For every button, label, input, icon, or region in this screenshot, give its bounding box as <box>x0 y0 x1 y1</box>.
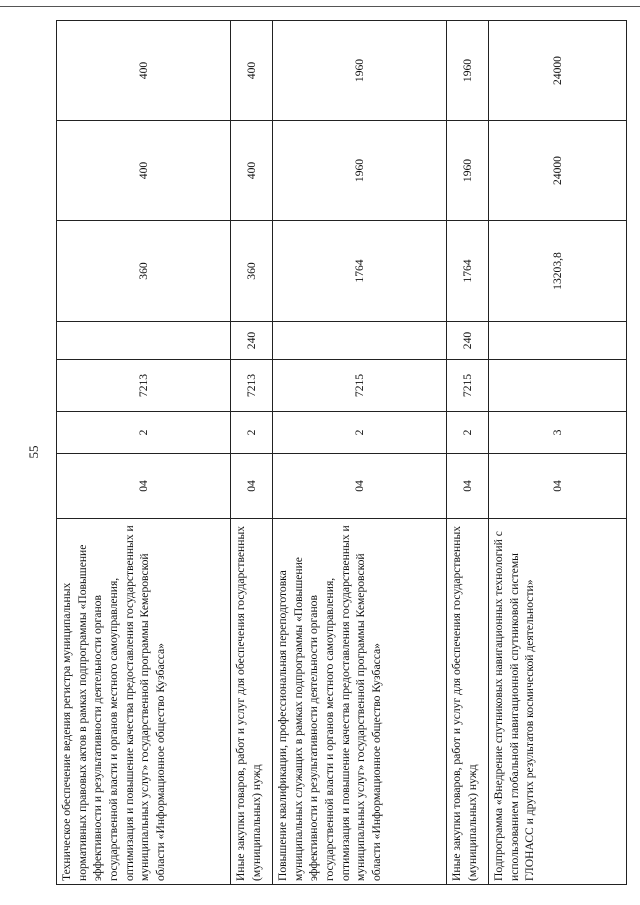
table-row <box>273 21 447 885</box>
expense-type-code <box>489 322 627 360</box>
target-code: 7213 <box>57 360 231 412</box>
expense-type-code: 240 <box>447 322 489 360</box>
amount-2: 1960 <box>447 121 489 221</box>
amount-3: 400 <box>57 21 231 121</box>
section-code: 04 <box>231 454 273 519</box>
amount-3: 400 <box>231 21 273 121</box>
row-description: Техническое обеспечение ведения регистра муниципальных нормативных правовых актов в рамках подпрограммы «Повышение эффективности и результативности деятельности органов государственной власти и органов местного самоуправления, оптимизация и повышение качества предоставления государственных и муниципальных услуг» государственной программы Кемеровской области «Информационное общество Кузбасса» <box>57 519 231 885</box>
subprogram-code: 3 <box>489 412 627 454</box>
table-row <box>57 21 231 885</box>
table-row <box>447 21 489 885</box>
amount-1: 13203,8 <box>489 221 627 322</box>
amount-1: 360 <box>57 221 231 322</box>
top-rule <box>0 6 640 7</box>
amount-2: 1960 <box>273 121 447 221</box>
amount-2: 400 <box>57 121 231 221</box>
row-description: Повышение квалификации, профессиональная переподготовка муниципальных служащих в рамках подпрограммы «Повышение эффективности и результативности деятельности органов государственной власти и органов местного самоуправления, оптимизация и повышение качества предоставления государственных и муниципальных услуг» государственной программы Кемеровской области «Информационное общество Кузбасса» <box>273 519 447 885</box>
expense-type-code: 240 <box>231 322 273 360</box>
subprogram-code: 2 <box>231 412 273 454</box>
amount-3: 24000 <box>489 21 627 121</box>
section-code: 04 <box>489 454 627 519</box>
amount-1: 1764 <box>273 221 447 322</box>
amount-3: 1960 <box>447 21 489 121</box>
row-description: Иные закупки товаров, работ и услуг для обеспечения государственных (муниципальных) нужд <box>231 519 273 885</box>
rotated-page-content <box>56 21 626 885</box>
expense-type-code <box>57 322 231 360</box>
section-code: 04 <box>273 454 447 519</box>
table-row <box>489 21 627 885</box>
subprogram-code: 2 <box>447 412 489 454</box>
target-code: 7213 <box>231 360 273 412</box>
amount-1: 360 <box>231 221 273 322</box>
amount-2: 400 <box>231 121 273 221</box>
target-code <box>489 360 627 412</box>
expense-type-code <box>273 322 447 360</box>
target-code: 7215 <box>273 360 447 412</box>
amount-3: 1960 <box>273 21 447 121</box>
target-code: 7215 <box>447 360 489 412</box>
amount-2: 24000 <box>489 121 627 221</box>
row-description: Подпрограмма «Внедрение спутниковых навигационных технологий с использованием глобальной навигационной спутниковой системы ГЛОНАСС и других результатов космической деятельности» <box>489 519 627 885</box>
section-code: 04 <box>447 454 489 519</box>
row-description: Иные закупки товаров, работ и услуг для обеспечения государственных (муниципальных) нужд <box>447 519 489 885</box>
table-row <box>231 21 273 885</box>
subprogram-code: 2 <box>273 412 447 454</box>
subprogram-code: 2 <box>57 412 231 454</box>
page-number: 55 <box>26 445 41 459</box>
section-code: 04 <box>57 454 231 519</box>
budget-table <box>56 20 627 885</box>
amount-1: 1764 <box>447 221 489 322</box>
